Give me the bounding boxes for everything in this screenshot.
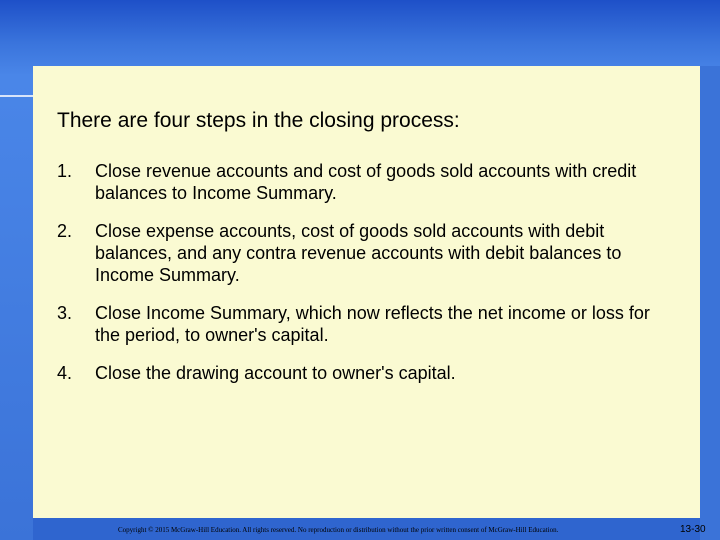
list-item bbox=[57, 160, 677, 204]
page-number: 13-30 bbox=[680, 524, 706, 535]
list-item bbox=[57, 362, 456, 384]
step-text: Close the drawing account to owner's capital. bbox=[95, 363, 456, 383]
list-item bbox=[57, 302, 677, 346]
list-item bbox=[57, 220, 677, 286]
right-border-strip bbox=[700, 66, 720, 540]
content-panel bbox=[33, 66, 700, 518]
step-number: 1. bbox=[57, 161, 73, 181]
step-number: 4. bbox=[57, 363, 73, 383]
slide-heading: There are four steps in the closing process: bbox=[57, 109, 460, 132]
step-number: 3. bbox=[57, 303, 73, 323]
step-text: Close expense accounts, cost of goods sold accounts with debit balances, and any contra revenue accounts with debit balances to Income Summary. bbox=[95, 221, 622, 285]
step-number: 2. bbox=[57, 221, 73, 241]
copyright-notice: Copyright © 2015 McGraw-Hill Education. All rights reserved. No reproduction or distribution without the prior written consent of McGraw-Hill Education. bbox=[118, 526, 559, 534]
step-text: Close revenue accounts and cost of goods sold accounts with credit balances to Income Summary. bbox=[95, 161, 637, 203]
step-text: Close Income Summary, which now reflects the net income or loss for the period, to owner's capital. bbox=[95, 303, 650, 345]
